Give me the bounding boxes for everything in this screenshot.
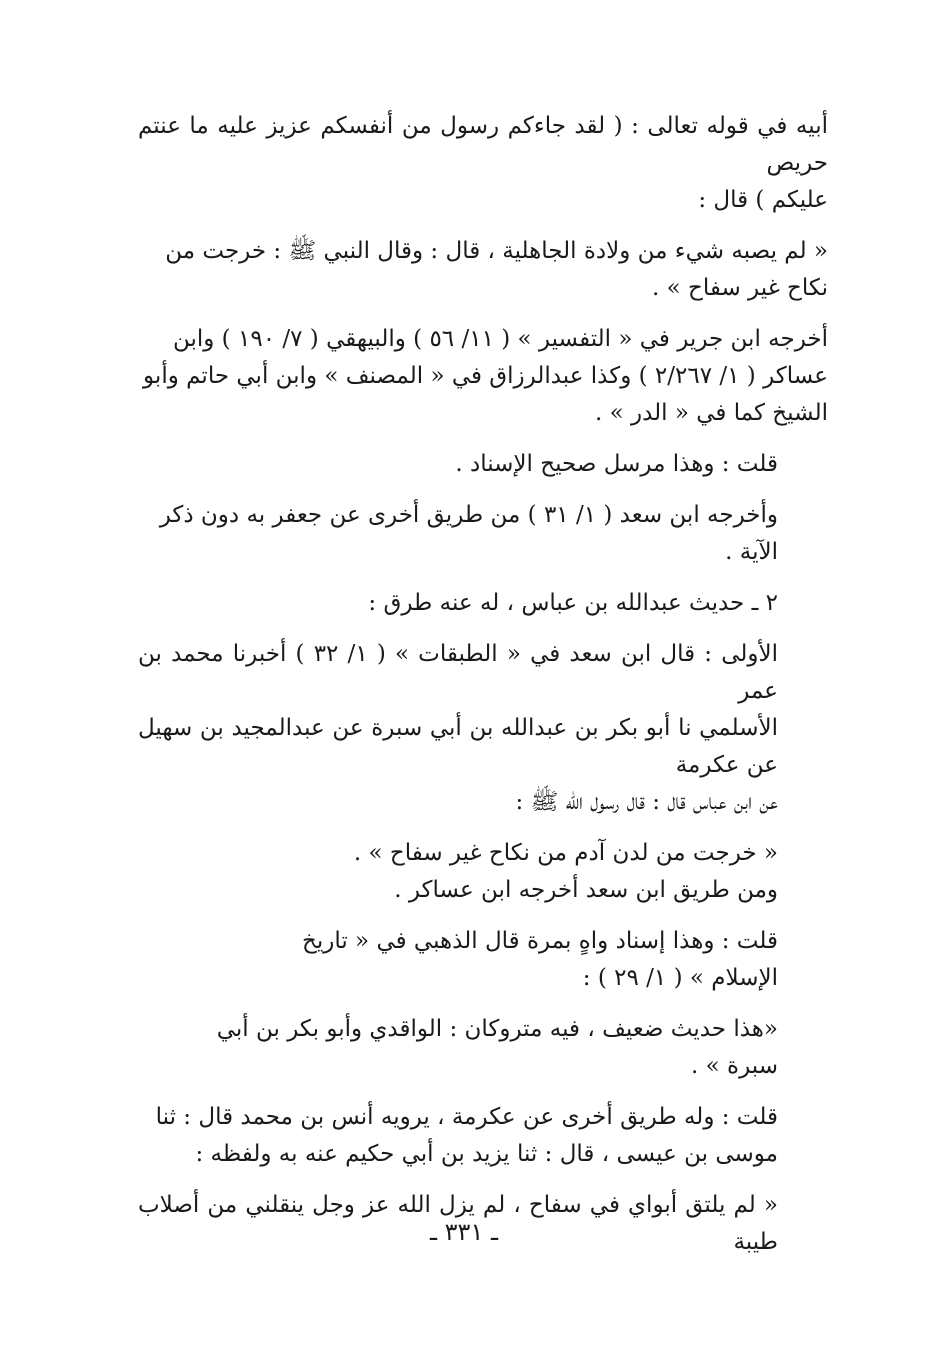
- text-line: نكاح غير سفاح » .: [651, 275, 828, 301]
- text-line: ومن طريق ابن سعد أخرجه ابن عساكر .: [394, 877, 778, 903]
- page-number: ـ ٣٣١ ـ: [429, 1218, 498, 1246]
- paragraph: [138, 636, 828, 821]
- paragraph: [138, 923, 828, 997]
- text-line: الأولى : قال ابن سعد في « الطبقات » ( ١/ ٣٢ ) أخبرنا محمد بن عمر: [138, 641, 778, 704]
- paragraph: [138, 835, 828, 909]
- paragraph: [138, 497, 828, 571]
- paragraph: [138, 108, 828, 219]
- text-line: الإسلام » ( ١/ ٢٩ ) :: [582, 965, 778, 991]
- paragraph: [138, 1011, 828, 1085]
- paragraph: [138, 446, 828, 483]
- text-line: قلت : وهذا مرسل صحيح الإسناد .: [455, 451, 778, 477]
- text-line: أبيه في قوله تعالى : ( لقد جاءكم رسول من أنفسكم عزيز عليه ما عنتم حريص: [138, 113, 828, 176]
- text-line: «هذا حديث ضعيف ، فيه متروكان : الواقدي وأبو بكر بن أبي: [216, 1016, 778, 1042]
- text-line: الآية .: [725, 539, 778, 565]
- page-body: [138, 108, 828, 1275]
- section-heading: [138, 585, 828, 622]
- paragraph: [138, 233, 828, 307]
- text-line: « خرجت من لدن آدم من نكاح غير سفاح » .: [353, 840, 778, 866]
- text-line: سبرة » .: [691, 1053, 778, 1079]
- text-line: عليكم ) قال :: [698, 187, 828, 213]
- text-line: ٢ ـ حديث عبدالله بن عباس ، له عنه طرق :: [368, 590, 778, 616]
- text-line: موسى بن عيسى ، قال : ثنا يزيد بن أبي حكيم عنه به ولفظه :: [195, 1141, 778, 1167]
- text-line: أخرجه ابن جرير في « التفسير » ( ١١/ ٥٦ ) والبيهقي ( ٧/ ١٩٠ ) وابن: [172, 326, 828, 352]
- text-line: قلت : وهذا إسناد واهٍ بمرة قال الذهبي في « تاريخ: [301, 928, 778, 954]
- text-line: الأسلمي نا أبو بكر بن عبدالله بن أبي سبرة عن عبدالمجيد بن سهيل عن عكرمة: [138, 715, 778, 778]
- paragraph: [138, 1099, 828, 1173]
- text-line: « لم يلتق أبواي في سفاح ، لم يزل الله عز وجل ينقلني من أصلاب طيبة: [138, 1192, 778, 1255]
- text-line: قلت : وله طريق أخرى عن عكرمة ، يرويه أنس بن محمد قال : ثنا: [155, 1104, 778, 1130]
- paragraph: [138, 321, 828, 432]
- text-line: الشيخ كما في « الدر » .: [594, 400, 828, 426]
- text-line: عن ابن عباس قال : قال رسول الله ﷺ :: [515, 789, 778, 815]
- text-line: « لم يصبه شيء من ولادة الجاهلية ، قال : وقال النبي ﷺ : خرجت من: [165, 238, 828, 264]
- text-line: وأخرجه ابن سعد ( ١/ ٣١ ) من طريق أخرى عن جعفر به دون ذكر: [159, 502, 778, 528]
- text-line: عساكر ( ١/ ٢/٢٦٧ ) وكذا عبدالرزاق في « المصنف » وابن أبي حاتم وأبو: [143, 363, 828, 389]
